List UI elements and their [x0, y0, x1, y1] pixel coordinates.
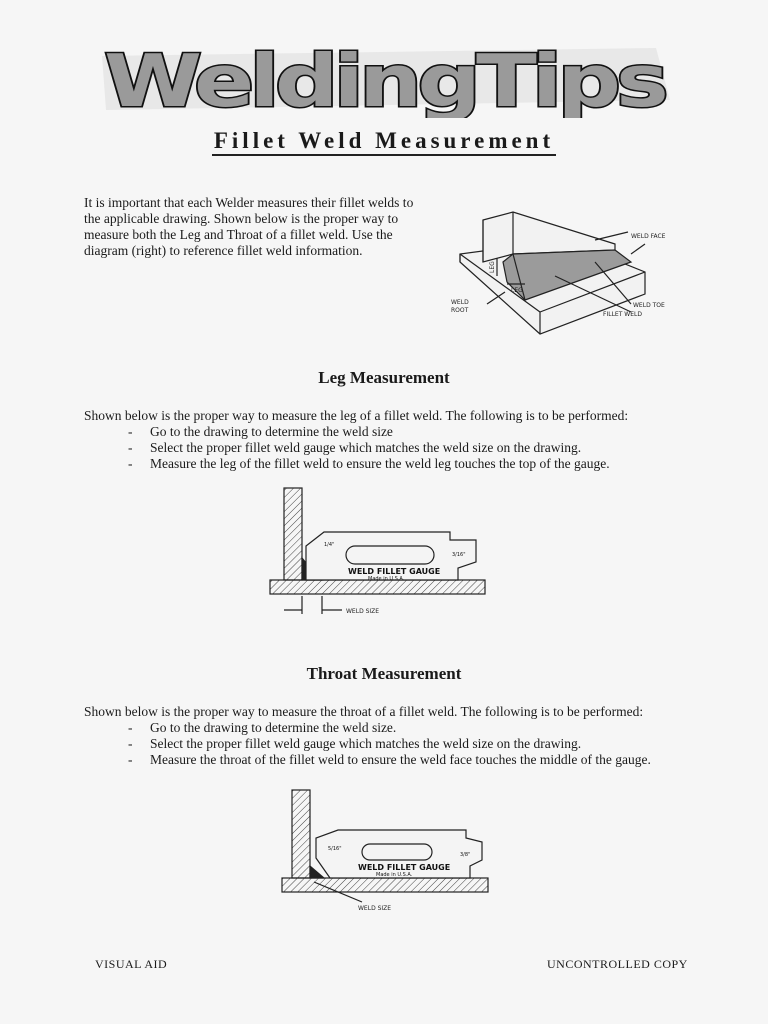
- welding-tips-banner: [96, 38, 676, 123]
- list-item: - Go to the drawing to determine the weld size.: [128, 720, 397, 735]
- list-item: - Measure the leg of the fillet weld to ensure the weld leg touches the top of the gauge.: [128, 456, 610, 471]
- label-fillet-weld: FILLET WELD: [603, 311, 642, 318]
- leg-gauge-label: WELD FILLET GAUGE: [348, 567, 441, 576]
- intro-line: the applicable drawing. Shown below is the proper way to: [84, 211, 399, 226]
- label-weld-root-1: WELD: [451, 299, 469, 306]
- intro-line: measure both the Leg and Throat of a fillet weld. Use the: [84, 227, 393, 242]
- intro-line: It is important that each Welder measures their fillet welds to: [84, 195, 414, 210]
- footer-visual-aid: VISUAL AID: [95, 957, 168, 971]
- leg-steps-list: [128, 424, 728, 472]
- fillet-weld-diagram: [445, 192, 675, 347]
- leg-size-left: 1/4": [324, 542, 335, 548]
- list-item: - Select the proper fillet weld gauge which matches the weld size on the drawing.: [128, 736, 582, 751]
- footer-uncontrolled-copy: UNCONTROLLED COPY: [547, 957, 688, 971]
- leg-gauge-sub: Made in U.S.A.: [368, 576, 405, 582]
- leg-size-right: 3/16": [452, 552, 466, 558]
- label-leg-horizontal: LEG: [511, 287, 523, 294]
- label-weld-root-2: ROOT: [451, 307, 469, 314]
- throat-intro: Shown below is the proper way to measure the throat of a fillet weld. The following is to be performed:: [84, 704, 644, 719]
- throat-steps-list: [128, 720, 728, 768]
- leg-weld-size: WELD SIZE: [346, 608, 380, 615]
- throat-size-left: 5/16": [328, 846, 342, 852]
- banner-text: WeldingTips: [104, 39, 666, 118]
- throat-measurement-title: Throat Measurement: [306, 664, 462, 683]
- intro-paragraph: [84, 195, 429, 259]
- throat-gauge-drawing: [276, 786, 496, 918]
- intro-line: diagram (right) to reference fillet weld information.: [84, 243, 363, 258]
- throat-size-right: 3/8": [460, 852, 471, 858]
- list-item: - Measure the throat of the fillet weld to ensure the weld face touches the middle of the gauge.: [128, 752, 651, 767]
- leg-gauge-diagram: [262, 484, 492, 624]
- label-weld-face: WELD FACE: [631, 233, 666, 240]
- throat-gauge-label: WELD FILLET GAUGE: [358, 863, 451, 872]
- leg-gauge-drawing: [262, 484, 492, 619]
- throat-gauge-diagram: [276, 786, 496, 923]
- list-item: - Select the proper fillet weld gauge which matches the weld size on the drawing.: [128, 440, 582, 455]
- fillet-weld-drawing: [445, 192, 675, 342]
- leg-measurement-title: Leg Measurement: [318, 368, 450, 387]
- leg-intro: Shown below is the proper way to measure the leg of a fillet weld. The following is to be performed:: [84, 408, 629, 423]
- label-leg-vertical: LEG: [489, 261, 496, 273]
- list-item: - Go to the drawing to determine the weld size: [128, 424, 393, 439]
- page-title: Fillet Weld Measurement: [0, 128, 768, 154]
- throat-gauge-sub: Made in U.S.A.: [376, 872, 413, 878]
- throat-weld-size: WELD SIZE: [358, 905, 392, 912]
- label-weld-toe: WELD TOE: [633, 302, 665, 309]
